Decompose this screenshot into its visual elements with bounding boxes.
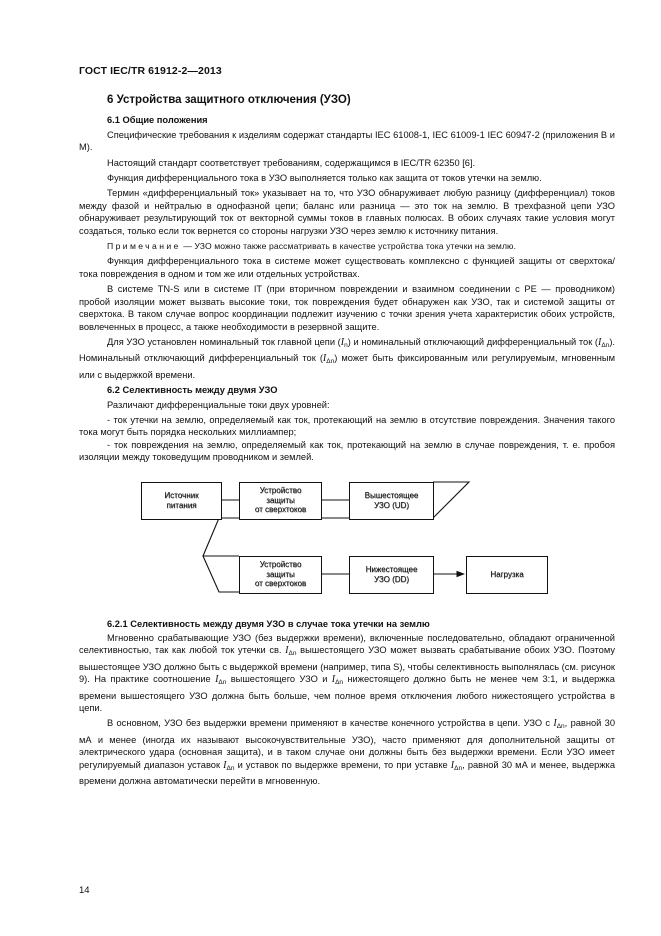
note-text: — УЗО можно также рассматривать в качестве устройства тока утечки на землю. bbox=[180, 241, 517, 252]
upstream-rcd-box: Вышестоящее УЗО (UD) bbox=[349, 482, 434, 520]
paragraph: - ток повреждения на землю, определяемый как ток, протекающий на землю в случае повреждения, т. е. пробоя изоляции между токоведущим проводником и землей. bbox=[79, 439, 615, 463]
paragraph: В системе TN-S или в системе IT (при вторичном повреждении и взаимном соединении с PE — проводником) пробой изоляции может вызвать высокие токи, ток повреждения будет обнаружен как УЗО, так и системой защиты от сверхтока. В таком случае вопрос координации подлежит изучению с точки зрения учета характеристик обоих устройств, вовлеченных в процесс, а также необходимости в резервной защите. bbox=[79, 284, 615, 332]
paragraph: Термин «дифференциальный ток» указывает на то, что УЗО обнаруживает любую разницу (дифференциал) токов между фазой и нейтралью в однофазной цепи; баланс или разница — это ток на землю. В трехфазной цепи УЗО обнаруживает результирующий ток от векторной суммы токов в главных полюсах. В обоих случаях такие условия могут создаться, только если ток вернется со стороны нагрузки УЗО через землю к источнику питания. bbox=[79, 188, 615, 236]
paragraph: Для УЗО установлен номинальный ток главной цепи $(I_n)$ и номинальный отключающий дифференциальный ток $(I_{\Delta n})$. Номинальный отключающий дифференциальный ток $(I_{\Delta n})$ может быть фиксированным или регулируемым, мгновенным или с выдержкой времени. bbox=[79, 336, 615, 380]
connector-line bbox=[203, 556, 239, 592]
paragraph: - ток утечки на землю, определяемый как ток, протекающий на землю в отсутствие повреждения. Значения такого тока могут быть порядка нескольких миллиампер; bbox=[79, 414, 615, 438]
power-source-box: Источник питания bbox=[141, 482, 222, 520]
downstream-rcd-box: Нижестоящее УЗО (DD) bbox=[349, 556, 434, 594]
document-body bbox=[79, 90, 615, 790]
note-label: Примечание bbox=[107, 241, 181, 252]
paragraph: Настоящий стандарт соответствует требованиям, содержащимся в IEC/TR 62350 [6]. bbox=[107, 157, 476, 168]
paragraph: Мгновенно срабатывающие УЗО (без выдержки времени), включенные последовательно, обладают ограниченной селективностью, так как любой ток утечки св. $I_{\Delta n}$ вышестоящего УЗО может вызвать срабатывание обоих УЗО. Поэтому вышестоящее УЗО должно быть с выдержкой времени (например, типа S), чтобы селективность выполнялась (см. рисунок 9). На практике соотношение $I_{\Delta n}$ вышестоящего УЗО и $I_{\Delta n}$ нижестоящего должно быть не менее чем 3:1, и выдержка времени вышестоящего УЗО должна быть больше, чем полное время отключения любого нижестоящего устройства в цепи. bbox=[79, 632, 615, 713]
connector-line bbox=[433, 482, 469, 518]
subsection-title-6-1: 6.1 Общие положения bbox=[107, 115, 208, 126]
connector-line bbox=[203, 518, 433, 556]
paragraph: Различают дифференциальные токи двух уровней: bbox=[107, 399, 330, 410]
paragraph: Функция дифференциального тока в системе может существовать комплексно с функцией защиты от сверхтока/тока повреждения в одном и том же или отдельных устройствах. bbox=[79, 256, 615, 279]
paragraph: В основном, УЗО без выдержки времени применяют в качестве конечного устройства в цепи. УЗО с $I_{\Delta n}$, равной 30 мА и менее (иногда их называют высокочувствительные УЗО), часто применяют для дополнительной защиты от электрического удара (основная защита), и в таком случае они должны быть без выдержки времени. Если УЗО имеет регулируемый диапазон уставок $I_{\Delta n}$ и уставок по выдержке времени, то при уставке $I_{\Delta n}$, равной 30 мА и менее, выдержка времени должна автоматически перейти в мгновенную. bbox=[79, 718, 616, 787]
overcurrent-protection-box-lower: Устройство защиты от сверхтоков bbox=[239, 556, 322, 594]
paragraph: Специфические требования к изделиям содержат стандарты IEC 61008-1, IEC 61009-1 IEC 60947-2 (приложения В и М). bbox=[79, 129, 615, 153]
selectivity-diagram bbox=[79, 472, 615, 612]
document-header: ГОСТ IEC/TR 61912-2—2013 bbox=[79, 65, 222, 77]
section-title: 6 Устройства защитного отключения (УЗО) bbox=[107, 94, 351, 106]
subsection-title-6-2-1: 6.2.1 Селективность между двумя УЗО в случае тока утечки на землю bbox=[107, 618, 430, 629]
note bbox=[79, 240, 615, 252]
load-box: Нагрузка bbox=[466, 556, 548, 594]
overcurrent-protection-box-upper: Устройство защиты от сверхтоков bbox=[239, 482, 322, 520]
page-number: 14 bbox=[79, 885, 90, 896]
paragraph: Функция дифференциального тока в УЗО выполняется только как защита от токов утечки на землю. bbox=[107, 173, 542, 184]
subsection-title-6-2: 6.2 Селективность между двумя УЗО bbox=[107, 385, 278, 396]
